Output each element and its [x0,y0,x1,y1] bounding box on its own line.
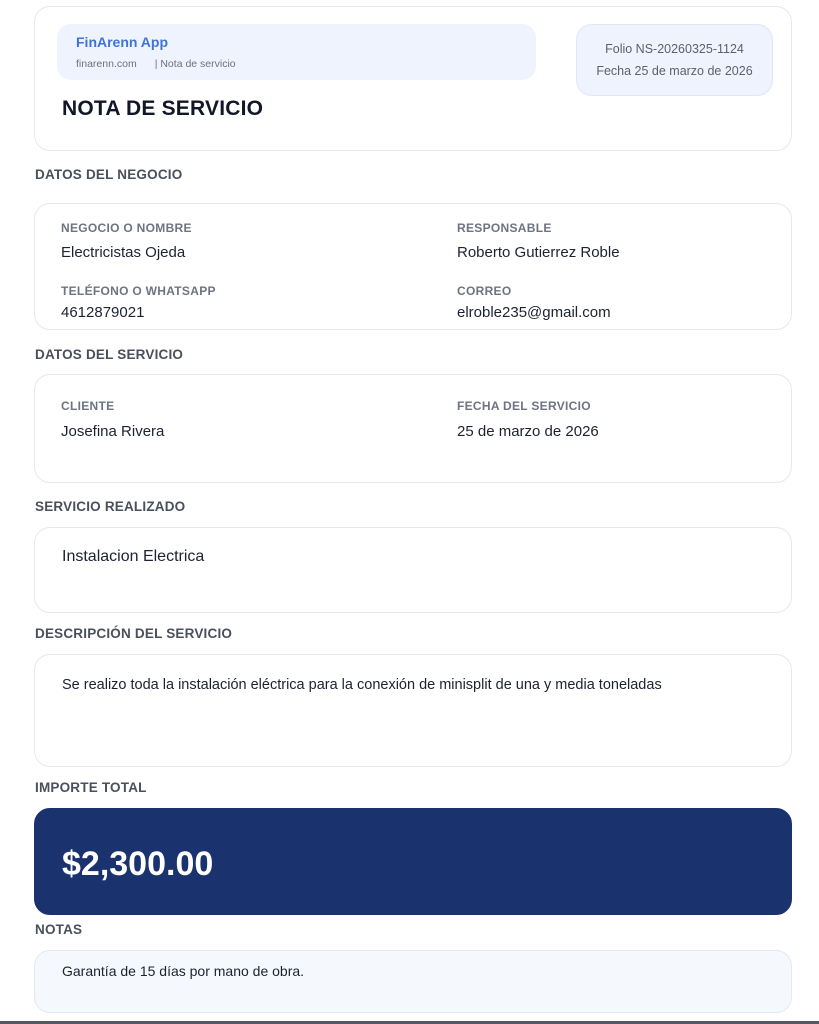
field-label-telefono: TELÉFONO O WHATSAPP [61,284,216,298]
field-label-fecha-servicio: FECHA DEL SERVICIO [457,399,591,413]
field-value-correo: elroble235@gmail.com [457,304,611,321]
realizado-card [34,527,792,613]
header-card [34,6,792,151]
field-label-responsable: RESPONSABLE [457,221,552,235]
brand-doc-type: | Nota de servicio [154,58,236,70]
folio-date: Fecha 25 de marzo de 2026 [596,64,753,78]
section-title-servicio: DATOS DEL SERVICIO [35,347,184,362]
folio-number: Folio NS-20260325-1124 [605,42,744,56]
brand-domain: finarenn.com [76,58,137,70]
descripcion-card [34,654,792,767]
section-title-descripcion: DESCRIPCIÓN DEL SERVICIO [35,626,233,641]
document-title: NOTA DE SERVICIO [62,97,264,120]
total-card [34,808,792,915]
brand-box [57,24,536,80]
total-amount: $2,300.00 [62,845,214,883]
field-label-cliente: CLIENTE [61,399,115,413]
servicio-card [34,374,792,483]
descripcion-text: Se realizo toda la instalación eléctrica para la conexión de minisplit de una y media toneladas [62,677,662,693]
servicio-realizado-text: Instalacion Electrica [62,548,205,565]
section-title-total: IMPORTE TOTAL [35,780,147,795]
folio-box [576,24,773,96]
field-value-telefono: 4612879021 [61,304,145,321]
brand-name: FinArenn App [76,34,169,50]
field-value-responsable: Roberto Gutierrez Roble [457,244,620,261]
field-value-cliente: Josefina Rivera [61,423,165,440]
section-title-negocio: DATOS DEL NEGOCIO [35,167,183,182]
field-label-correo: CORREO [457,284,512,298]
brand-subtitle [76,58,236,70]
field-value-negocio: Electricistas Ojeda [61,244,186,261]
notas-text: Garantía de 15 días por mano de obra. [62,963,305,979]
negocio-card [34,203,792,330]
section-title-notas: NOTAS [35,922,83,937]
notas-card [34,950,792,1013]
field-value-fecha-servicio: 25 de marzo de 2026 [457,423,599,440]
field-label-negocio: NEGOCIO O NOMBRE [61,221,192,235]
section-title-realizado: SERVICIO REALIZADO [35,499,186,514]
